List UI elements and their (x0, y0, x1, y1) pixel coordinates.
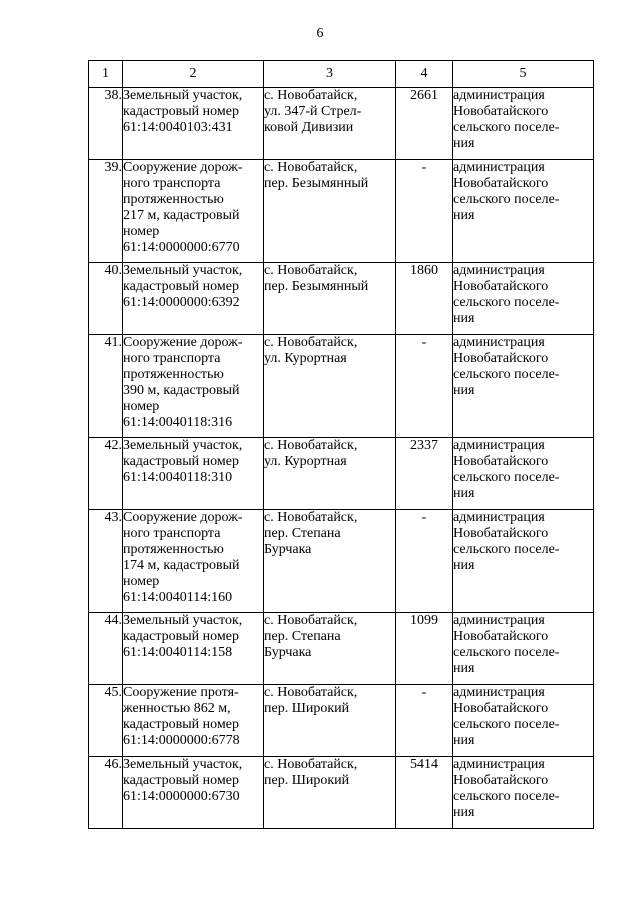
property-address: с. Новобатайск, пер. Широкий (264, 685, 396, 757)
property-name: Земельный участок, кадастровый номер 61:14:0000000:6730 (123, 757, 264, 829)
row-number: 42. (89, 438, 123, 510)
property-name: Земельный участок, кадастровый номер 61:14:0040103:431 (123, 88, 264, 160)
property-area: - (396, 685, 453, 757)
column-header-1: 1 (89, 61, 123, 88)
property-owner: администрация Новобатайского сельского поселе- ния (453, 335, 594, 438)
property-owner: администрация Новобатайского сельского поселе- ния (453, 613, 594, 685)
property-name: Сооружение протя- женностью 862 м, кадастровый номер 61:14:0000000:6778 (123, 685, 264, 757)
page-number: 6 (316, 26, 324, 41)
row-number: 45. (89, 685, 123, 757)
property-name: Земельный участок, кадастровый номер 61:14:0000000:6392 (123, 263, 264, 335)
row-number: 46. (89, 757, 123, 829)
property-address: с. Новобатайск, ул. 347-й Стрел- ковой Дивизии (264, 88, 396, 160)
row-number: 39. (89, 160, 123, 263)
table-row (89, 438, 594, 510)
row-number: 41. (89, 335, 123, 438)
property-owner: администрация Новобатайского сельского поселе- ния (453, 438, 594, 510)
property-area: - (396, 335, 453, 438)
property-owner: администрация Новобатайского сельского поселе- ния (453, 510, 594, 613)
property-address: с. Новобатайск, пер. Широкий (264, 757, 396, 829)
column-header-3: 3 (264, 61, 396, 88)
property-address: с. Новобатайск, ул. Курортная (264, 335, 396, 438)
property-address: с. Новобатайск, пер. Безымянный (264, 263, 396, 335)
column-header-4: 4 (396, 61, 453, 88)
property-area: 1099 (396, 613, 453, 685)
table-header-row (89, 61, 594, 88)
table-row (89, 88, 594, 160)
row-number: 38. (89, 88, 123, 160)
property-address: с. Новобатайск, пер. Степана Бурчака (264, 613, 396, 685)
property-address: с. Новобатайск, пер. Безымянный (264, 160, 396, 263)
table-row (89, 335, 594, 438)
property-name: Земельный участок, кадастровый номер 61:14:0040118:310 (123, 438, 264, 510)
property-area: 1860 (396, 263, 453, 335)
property-name: Сооружение дорож- ного транспорта протяженностью 174 м, кадастровый номер 61:14:0040114:160 (123, 510, 264, 613)
table-row (89, 263, 594, 335)
property-owner: администрация Новобатайского сельского поселе- ния (453, 685, 594, 757)
table-row (89, 613, 594, 685)
property-area: 5414 (396, 757, 453, 829)
property-registry-table (88, 60, 594, 829)
property-owner: администрация Новобатайского сельского поселе- ния (453, 88, 594, 160)
property-area: 2337 (396, 438, 453, 510)
property-area: - (396, 510, 453, 613)
table-row (89, 510, 594, 613)
property-address: с. Новобатайск, пер. Степана Бурчака (264, 510, 396, 613)
property-area: - (396, 160, 453, 263)
property-owner: администрация Новобатайского сельского поселе- ния (453, 757, 594, 829)
table-row (89, 685, 594, 757)
row-number: 43. (89, 510, 123, 613)
property-name: Сооружение дорож- ного транспорта протяженностью 390 м, кадастровый номер 61:14:0040118:316 (123, 335, 264, 438)
property-owner: администрация Новобатайского сельского поселе- ния (453, 263, 594, 335)
property-address: с. Новобатайск, ул. Курортная (264, 438, 396, 510)
row-number: 44. (89, 613, 123, 685)
property-name: Земельный участок, кадастровый номер 61:14:0040114:158 (123, 613, 264, 685)
column-header-2: 2 (123, 61, 264, 88)
property-owner: администрация Новобатайского сельского поселе- ния (453, 160, 594, 263)
table-row (89, 160, 594, 263)
property-name: Сооружение дорож- ного транспорта протяженностью 217 м, кадастровый номер 61:14:0000000:6770 (123, 160, 264, 263)
property-area: 2661 (396, 88, 453, 160)
column-header-5: 5 (453, 61, 594, 88)
table-row (89, 757, 594, 829)
row-number: 40. (89, 263, 123, 335)
